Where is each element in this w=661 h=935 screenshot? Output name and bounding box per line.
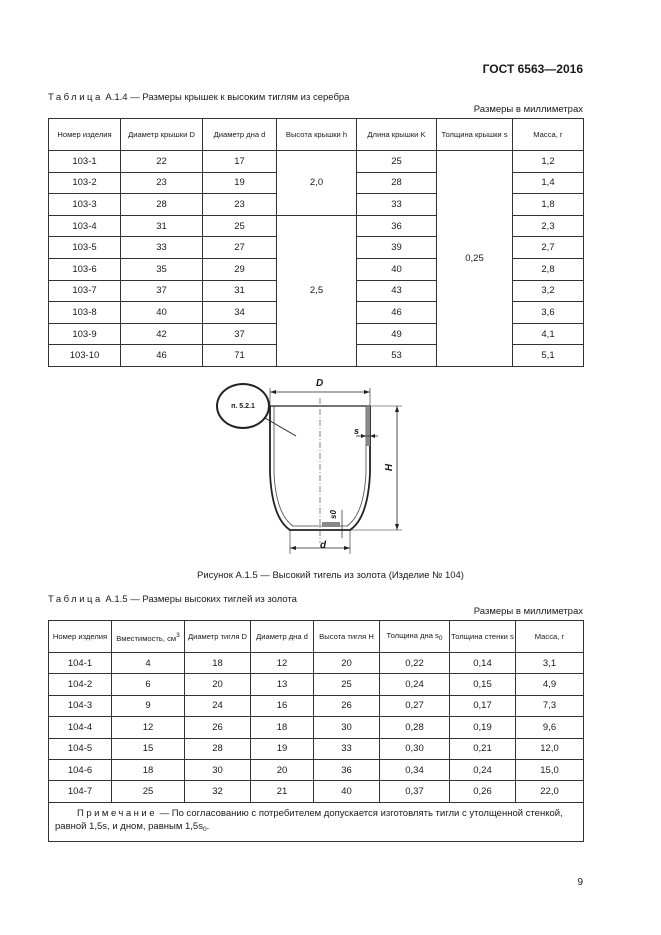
dim-H-arrow-bottom — [395, 524, 399, 530]
cell-number: 103-9 — [49, 323, 121, 345]
dim-s0-label: s0 — [328, 510, 338, 519]
cell-K: 49 — [357, 323, 437, 345]
cell-K: 25 — [357, 151, 437, 173]
table-a15-caption-text: А.1.5 — Размеры высоких тиглей из золота — [105, 594, 297, 605]
table-cell: 104-2 — [49, 674, 112, 695]
table-cell: 0,15 — [450, 674, 516, 695]
cell-mass: 5,1 — [513, 345, 584, 367]
cell-D: 40 — [121, 302, 203, 324]
cell-d: 19 — [203, 172, 277, 194]
cell-d: 37 — [203, 323, 277, 345]
cell-D: 33 — [121, 237, 203, 259]
cell-mass: 1,4 — [513, 172, 584, 194]
table-cell: 26 — [185, 717, 251, 738]
cell-mass: 3,2 — [513, 280, 584, 302]
table-a15-note-row — [49, 802, 584, 841]
table-a14-caption-prefix: Таблица — [48, 92, 103, 103]
table-cell: 25 — [112, 781, 185, 802]
table-cell: 30 — [185, 759, 251, 780]
table-row — [49, 674, 584, 695]
table-cell: 104-1 — [49, 653, 112, 674]
table-a15-note — [49, 802, 584, 841]
table-row — [49, 781, 584, 802]
cell-mass: 1,8 — [513, 194, 584, 216]
dim-H-label: H — [384, 463, 396, 472]
table-a14-header-row — [49, 119, 584, 151]
table-row — [49, 151, 584, 173]
col-header-capacity-sup: 3 — [176, 631, 180, 639]
cell-number: 103-3 — [49, 194, 121, 216]
dim-s-label: s — [354, 426, 360, 436]
page-number: 9 — [577, 877, 583, 888]
cell-d: 25 — [203, 215, 277, 237]
table-cell: 15 — [112, 738, 185, 759]
table-cell: 12,0 — [516, 738, 584, 759]
cell-mass: 2,8 — [513, 258, 584, 280]
col-header-number: Номер изделия — [49, 119, 121, 151]
table-cell: 21 — [251, 781, 314, 802]
cell-d: 23 — [203, 194, 277, 216]
table-a14-units: Размеры в миллиметрах — [473, 104, 583, 115]
figure-caption: Рисунок А.1.5 — Высокий тигель из золота (Изделие № 104) — [197, 570, 464, 581]
table-row — [49, 738, 584, 759]
cell-D: 42 — [121, 323, 203, 345]
cell-K: 36 — [357, 215, 437, 237]
cell-d: 34 — [203, 302, 277, 324]
col-header-number: Номер изделия — [49, 621, 112, 653]
col-header-capacity-text: Вместимость, см — [116, 633, 177, 643]
dim-D-label: D — [316, 378, 324, 389]
dim-d-label: d — [320, 540, 327, 551]
cell-number: 103-10 — [49, 345, 121, 367]
table-cell: 0,27 — [380, 695, 450, 716]
crucible-drawing — [260, 378, 430, 558]
table-cell: 104-6 — [49, 759, 112, 780]
col-header-bottom-thickness-sub: 0 — [438, 634, 443, 642]
cell-mass: 3,6 — [513, 302, 584, 324]
note-end: . — [206, 821, 210, 833]
table-cell: 22,0 — [516, 781, 584, 802]
table-cell: 6 — [112, 674, 185, 695]
table-cell: 20 — [251, 759, 314, 780]
dim-D-arrow-right — [364, 390, 370, 394]
table-cell: 7,3 — [516, 695, 584, 716]
table-a14-caption-text: А.1.4 — Размеры крышек к высоким тиглям из серебра — [105, 92, 350, 103]
cell-number: 103-7 — [49, 280, 121, 302]
cell-number: 103-6 — [49, 258, 121, 280]
col-header-lid-height: Высота крышки h — [277, 119, 357, 151]
cell-K: 33 — [357, 194, 437, 216]
table-cell: 28 — [185, 738, 251, 759]
table-a14-caption — [48, 92, 349, 103]
col-header-lid-diameter — [121, 119, 203, 151]
col-header-bottom-diameter: Диаметр дна d — [203, 119, 277, 151]
cell-d: 27 — [203, 237, 277, 259]
table-cell: 0,19 — [450, 717, 516, 738]
col-header-mass: Масса, г — [516, 621, 584, 653]
cell-number: 103-4 — [49, 215, 121, 237]
table-a15-body — [49, 653, 584, 803]
col-header-bottom-thickness-text: Толщина дна s — [386, 630, 439, 640]
cell-h-group-1: 2,0 — [277, 151, 357, 216]
cell-number: 103-1 — [49, 151, 121, 173]
cell-s-all: 0,25 — [437, 151, 513, 367]
table-cell: 36 — [314, 759, 380, 780]
cell-h-group-2: 2,5 — [277, 215, 357, 366]
dim-H-arrow-top — [395, 406, 399, 412]
bottom-section-hatch — [322, 522, 340, 527]
table-cell: 0,14 — [450, 653, 516, 674]
dim-s-arrow — [361, 434, 366, 438]
document-code: ГОСТ 6563—2016 — [482, 62, 583, 76]
col-header-lid-thickness: Толщина крышки s — [437, 119, 513, 151]
table-cell: 0,34 — [380, 759, 450, 780]
table-cell: 18 — [185, 653, 251, 674]
table-a15-header-row — [49, 621, 584, 653]
table-cell: 18 — [112, 759, 185, 780]
cell-number: 103-8 — [49, 302, 121, 324]
table-cell: 20 — [185, 674, 251, 695]
table-a14 — [48, 118, 584, 367]
table-cell: 3,1 — [516, 653, 584, 674]
wall-section-hatch — [366, 406, 370, 446]
table-cell: 0,21 — [450, 738, 516, 759]
table-a15-caption-prefix: Таблица — [48, 594, 103, 605]
col-header-lid-length: Длина крышки K — [357, 119, 437, 151]
cell-d: 29 — [203, 258, 277, 280]
table-cell: 12 — [251, 653, 314, 674]
cell-mass: 4,1 — [513, 323, 584, 345]
table-cell: 19 — [251, 738, 314, 759]
table-row — [49, 717, 584, 738]
cell-D: 23 — [121, 172, 203, 194]
cell-d: 31 — [203, 280, 277, 302]
table-cell: 13 — [251, 674, 314, 695]
col-header-bottom-thickness — [380, 621, 450, 653]
col-header-lid-diameter-text: Диаметр крышки D — [128, 130, 195, 139]
table-a15 — [48, 620, 584, 842]
table-cell: 20 — [314, 653, 380, 674]
cell-D: 22 — [121, 151, 203, 173]
note-text: — По согласованию с потребителем допускается изготовлять тигли с утолщенной стенкой, равной 1,5s, и дном, равным 1,5s — [55, 808, 563, 833]
table-a15-caption — [48, 594, 297, 605]
table-cell: 0,24 — [380, 674, 450, 695]
table-cell: 4,9 — [516, 674, 584, 695]
table-row — [49, 759, 584, 780]
table-cell: 4 — [112, 653, 185, 674]
table-cell: 0,37 — [380, 781, 450, 802]
note-sub: 0 — [202, 826, 207, 834]
cell-K: 39 — [357, 237, 437, 259]
col-header-mass: Масса, г — [513, 119, 584, 151]
note-label: Примечание — [77, 808, 157, 820]
table-cell: 104-4 — [49, 717, 112, 738]
col-header-crucible-diameter: Диаметр тигля D — [185, 621, 251, 653]
cell-K: 28 — [357, 172, 437, 194]
cell-D: 46 — [121, 345, 203, 367]
cell-mass: 2,3 — [513, 215, 584, 237]
table-cell: 9,6 — [516, 717, 584, 738]
dim-d-arrow-right — [344, 546, 350, 550]
cell-d: 17 — [203, 151, 277, 173]
table-cell: 0,30 — [380, 738, 450, 759]
table-cell: 0,17 — [450, 695, 516, 716]
table-cell: 104-5 — [49, 738, 112, 759]
table-cell: 104-3 — [49, 695, 112, 716]
table-cell: 104-7 — [49, 781, 112, 802]
table-cell: 15,0 — [516, 759, 584, 780]
table-a15-units: Размеры в миллиметрах — [473, 606, 583, 617]
cell-number: 103-2 — [49, 172, 121, 194]
dim-D-arrow-left — [270, 390, 276, 394]
cell-number: 103-5 — [49, 237, 121, 259]
table-cell: 0,28 — [380, 717, 450, 738]
col-header-wall-thickness: Толщина стенки s — [450, 621, 516, 653]
table-cell: 32 — [185, 781, 251, 802]
table-cell: 40 — [314, 781, 380, 802]
cell-D: 37 — [121, 280, 203, 302]
cell-d: 71 — [203, 345, 277, 367]
table-cell: 12 — [112, 717, 185, 738]
table-cell: 16 — [251, 695, 314, 716]
col-header-capacity — [112, 621, 185, 653]
cell-mass: 2,7 — [513, 237, 584, 259]
table-cell: 0,26 — [450, 781, 516, 802]
table-cell: 0,22 — [380, 653, 450, 674]
table-cell: 25 — [314, 674, 380, 695]
cell-K: 40 — [357, 258, 437, 280]
cell-D: 31 — [121, 215, 203, 237]
cell-D: 35 — [121, 258, 203, 280]
col-header-crucible-height: Высота тигля H — [314, 621, 380, 653]
cell-mass: 1,2 — [513, 151, 584, 173]
table-cell: 18 — [251, 717, 314, 738]
table-cell: 33 — [314, 738, 380, 759]
col-header-bottom-diameter: Диаметр дна d — [251, 621, 314, 653]
table-cell: 24 — [185, 695, 251, 716]
dim-d-arrow-left — [290, 546, 296, 550]
table-row — [49, 695, 584, 716]
table-cell: 9 — [112, 695, 185, 716]
table-row — [49, 653, 584, 674]
callout-text: п. 5.2.1 — [231, 402, 255, 410]
table-cell: 0,24 — [450, 759, 516, 780]
cell-K: 53 — [357, 345, 437, 367]
cell-K: 46 — [357, 302, 437, 324]
cell-D: 28 — [121, 194, 203, 216]
table-cell: 30 — [314, 717, 380, 738]
cell-K: 43 — [357, 280, 437, 302]
table-cell: 26 — [314, 695, 380, 716]
